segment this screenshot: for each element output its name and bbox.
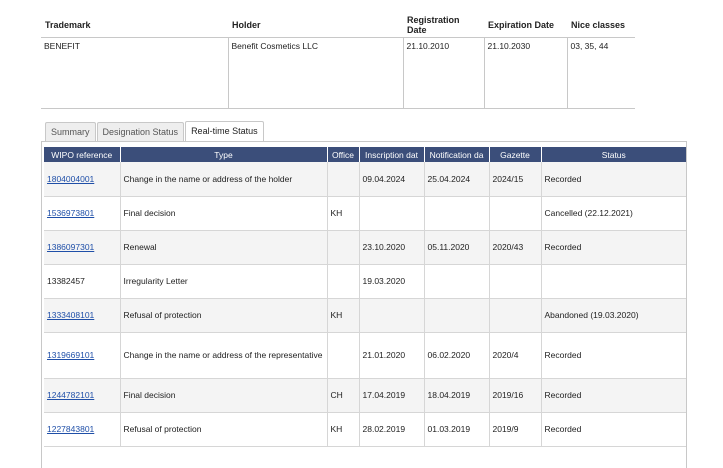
inscription-date-cell: 09.04.2024 bbox=[359, 162, 424, 196]
type-cell: Refusal of protection bbox=[120, 412, 327, 446]
wipo-reference-cell bbox=[44, 298, 120, 332]
notification-date-cell: 05.11.2020 bbox=[424, 230, 489, 264]
notification-date-cell: 01.03.2019 bbox=[424, 412, 489, 446]
office-cell: CH bbox=[327, 378, 359, 412]
office-cell bbox=[327, 264, 359, 298]
table-row bbox=[44, 332, 686, 378]
office-cell bbox=[327, 162, 359, 196]
gazette-cell bbox=[489, 264, 541, 298]
header-inscription-date[interactable]: Inscription dat bbox=[359, 147, 424, 162]
header-gazette[interactable]: Gazette bbox=[489, 147, 541, 162]
notification-date-cell: 25.04.2024 bbox=[424, 162, 489, 196]
status-cell: Recorded bbox=[541, 412, 686, 446]
registration-date: 21.10.2010 bbox=[403, 38, 484, 109]
gazette-cell bbox=[489, 298, 541, 332]
wipo-reference-cell bbox=[44, 196, 120, 230]
holder-name: Benefit Cosmetics LLC bbox=[228, 38, 403, 109]
wipo-reference-cell bbox=[44, 378, 120, 412]
type-cell: Final decision bbox=[120, 378, 327, 412]
wipo-reference-cell bbox=[44, 332, 120, 378]
type-cell: Irregularity Letter bbox=[120, 264, 327, 298]
office-cell: KH bbox=[327, 412, 359, 446]
header-notification-date[interactable]: Notification da bbox=[424, 147, 489, 162]
status-cell: Recorded bbox=[541, 230, 686, 264]
wipo-reference-cell bbox=[44, 162, 120, 196]
wipo-reference-link[interactable]: 1333408101 bbox=[47, 310, 95, 320]
notification-date-cell: 18.04.2019 bbox=[424, 378, 489, 412]
tab-summary[interactable]: Summary bbox=[45, 122, 96, 141]
inscription-date-cell: 23.10.2020 bbox=[359, 230, 424, 264]
gazette-cell: 2020/4 bbox=[489, 332, 541, 378]
header-registration-date: Registration Date bbox=[403, 13, 484, 38]
trademark-row bbox=[41, 38, 635, 109]
inscription-date-cell bbox=[359, 298, 424, 332]
wipo-reference-link[interactable]: 1319669101 bbox=[47, 350, 95, 360]
trademark-summary-table bbox=[41, 13, 635, 109]
tab-real-time-status[interactable]: Real-time Status bbox=[185, 121, 264, 141]
status-cell: Abandoned (19.03.2020) bbox=[541, 298, 686, 332]
type-cell: Renewal bbox=[120, 230, 327, 264]
trademark-header-row bbox=[41, 13, 635, 38]
status-cell bbox=[541, 264, 686, 298]
gazette-cell: 2019/9 bbox=[489, 412, 541, 446]
type-cell: Change in the name or address of the representative bbox=[120, 332, 327, 378]
inscription-date-cell: 19.03.2020 bbox=[359, 264, 424, 298]
wipo-reference-link[interactable]: 1244782101 bbox=[47, 390, 95, 400]
office-cell: KH bbox=[327, 298, 359, 332]
type-cell: Final decision bbox=[120, 196, 327, 230]
wipo-reference-cell bbox=[44, 230, 120, 264]
nice-classes: 03, 35, 44 bbox=[567, 38, 635, 109]
notification-date-cell: 06.02.2020 bbox=[424, 332, 489, 378]
header-office[interactable]: Office bbox=[327, 147, 359, 162]
table-row bbox=[44, 264, 686, 298]
real-time-status-panel bbox=[41, 141, 687, 468]
status-cell: Recorded bbox=[541, 378, 686, 412]
status-header-row bbox=[44, 147, 686, 162]
table-row bbox=[44, 378, 686, 412]
office-cell: KH bbox=[327, 196, 359, 230]
header-trademark: Trademark bbox=[41, 13, 228, 38]
wipo-reference-link[interactable]: 1804004001 bbox=[47, 173, 95, 184]
table-row bbox=[44, 230, 686, 264]
wipo-reference-link[interactable]: 1536973801 bbox=[47, 208, 95, 218]
header-type[interactable]: Type bbox=[120, 147, 327, 162]
status-cell: Recorded bbox=[541, 332, 686, 378]
type-cell: Refusal of protection bbox=[120, 298, 327, 332]
trademark-name: BENEFIT bbox=[41, 38, 228, 109]
gazette-cell bbox=[489, 196, 541, 230]
gazette-cell: 2024/15 bbox=[489, 162, 541, 196]
header-holder: Holder bbox=[228, 13, 403, 38]
wipo-reference-cell bbox=[44, 412, 120, 446]
inscription-date-cell: 28.02.2019 bbox=[359, 412, 424, 446]
status-table bbox=[44, 147, 686, 447]
notification-date-cell bbox=[424, 196, 489, 230]
status-cell: Cancelled (22.12.2021) bbox=[541, 196, 686, 230]
wipo-reference-cell: 13382457 bbox=[44, 264, 120, 298]
inscription-date-cell: 21.01.2020 bbox=[359, 332, 424, 378]
inscription-date-cell: 17.04.2019 bbox=[359, 378, 424, 412]
table-row bbox=[44, 162, 686, 196]
tab-designation-status[interactable]: Designation Status bbox=[97, 122, 185, 141]
header-nice-classes: Nice classes bbox=[567, 13, 635, 38]
inscription-date-cell bbox=[359, 196, 424, 230]
expiration-date: 21.10.2030 bbox=[484, 38, 567, 109]
table-row bbox=[44, 298, 686, 332]
type-cell: Change in the name or address of the holder bbox=[120, 162, 327, 196]
wipo-reference-link[interactable]: 1386097301 bbox=[47, 242, 95, 252]
header-wipo-reference[interactable]: WIPO reference bbox=[44, 147, 120, 162]
office-cell bbox=[327, 332, 359, 378]
gazette-cell: 2019/16 bbox=[489, 378, 541, 412]
notification-date-cell bbox=[424, 264, 489, 298]
notification-date-cell bbox=[424, 298, 489, 332]
status-cell: Recorded bbox=[541, 162, 686, 196]
header-status[interactable]: Status bbox=[541, 147, 686, 162]
gazette-cell: 2020/43 bbox=[489, 230, 541, 264]
tab-bar bbox=[45, 122, 265, 141]
wipo-reference-link[interactable]: 1227843801 bbox=[47, 424, 95, 434]
office-cell bbox=[327, 230, 359, 264]
table-row bbox=[44, 196, 686, 230]
table-row bbox=[44, 412, 686, 446]
header-expiration-date: Expiration Date bbox=[484, 13, 567, 38]
